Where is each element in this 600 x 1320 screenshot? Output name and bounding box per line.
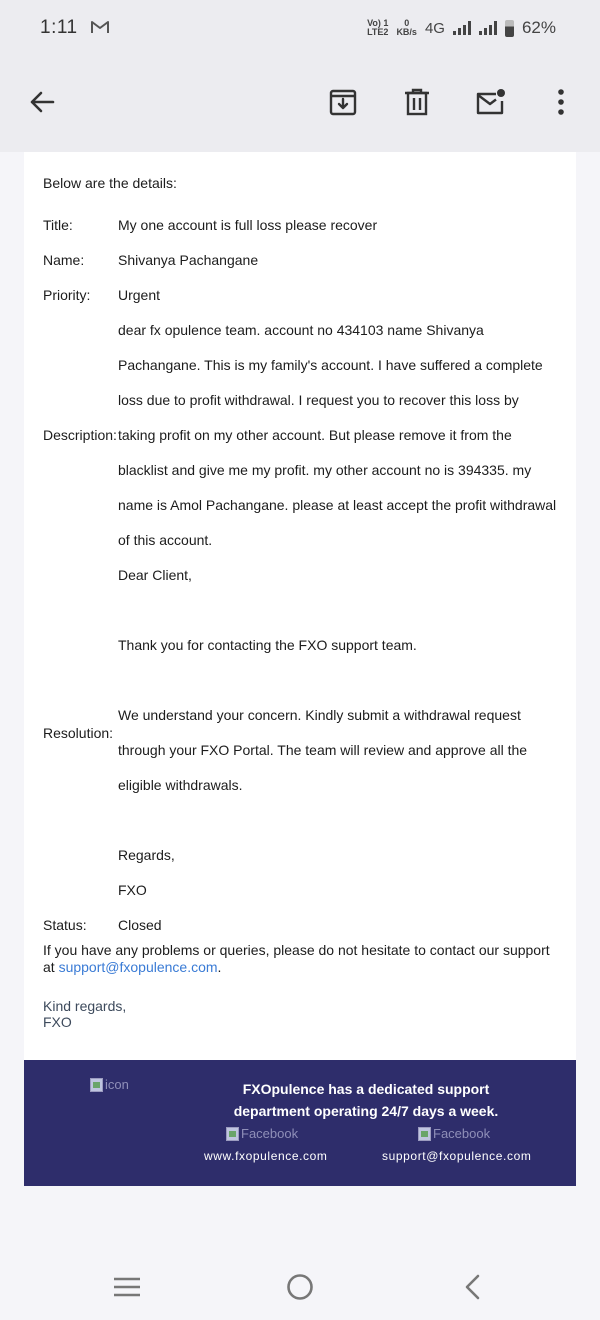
home-circle-icon[interactable] bbox=[283, 1270, 317, 1304]
broken-logo-image: icon bbox=[90, 1077, 129, 1092]
trash-icon[interactable] bbox=[401, 86, 433, 118]
priority-value: Urgent bbox=[118, 287, 161, 303]
back-arrow-icon[interactable] bbox=[26, 86, 58, 118]
gmail-notification-icon bbox=[90, 19, 110, 35]
name-label: Name: bbox=[43, 252, 85, 268]
email-body bbox=[24, 152, 576, 1060]
contact-paragraph bbox=[43, 942, 563, 976]
app-bar bbox=[0, 56, 600, 152]
battery-percent: 62% bbox=[521, 18, 556, 37]
status-bar bbox=[0, 0, 600, 56]
footer-headline: FXOpulence has a dedicated support department operating 24/7 days a week. bbox=[233, 1081, 499, 1119]
recents-menu-icon[interactable] bbox=[110, 1270, 144, 1304]
description-line: name is Amol Pachangane. please at least accept the profit withdrawal bbox=[118, 497, 557, 513]
network-speed: 0 KB/s bbox=[396, 18, 417, 37]
status-value: Closed bbox=[118, 917, 162, 933]
signal-1-icon bbox=[453, 21, 471, 35]
mark-unread-icon[interactable] bbox=[474, 86, 506, 118]
broken-image-icon bbox=[226, 1127, 239, 1141]
email-footer-banner bbox=[24, 1060, 576, 1186]
status-time: 1:11 bbox=[40, 17, 78, 38]
description-line: blacklist and give me my profit. my other account no is 394335. my bbox=[118, 462, 532, 478]
resolution-label: Resolution: bbox=[43, 725, 114, 741]
resolution-thanks: Thank you for contacting the FXO support team. bbox=[118, 637, 417, 653]
website-link[interactable]: www.fxopulence.com bbox=[204, 1149, 328, 1163]
status-label: Status: bbox=[43, 917, 87, 933]
description-line: taking profit on my other account. But please remove it from the bbox=[118, 427, 512, 443]
archive-icon[interactable] bbox=[327, 86, 359, 118]
resolution-signature: FXO bbox=[118, 882, 147, 898]
resolution-body: We understand your concern. Kindly submit a withdrawal request bbox=[118, 707, 521, 723]
volte-indicator: Vo) 1 LTE2 bbox=[367, 18, 389, 37]
broken-image-icon bbox=[90, 1078, 103, 1092]
description-label: Description: bbox=[43, 427, 117, 443]
kind-regards-signature: FXO bbox=[43, 1014, 72, 1030]
name-value: Shivanya Pachangane bbox=[118, 252, 259, 268]
resolution-body: through your FXO Portal. The team will review and approve all the bbox=[118, 742, 528, 758]
contact-text: If you have any problems or queries, please do not hesitate to contact our support at bbox=[43, 942, 550, 975]
signal-2-icon bbox=[479, 21, 497, 35]
resolution-body: eligible withdrawals. bbox=[118, 777, 243, 793]
kind-regards bbox=[43, 998, 126, 1030]
system-nav-bar bbox=[0, 1250, 600, 1320]
battery-icon bbox=[505, 20, 514, 37]
resolution-greeting: Dear Client, bbox=[118, 567, 192, 583]
description-line: Pachangane. This is my family's account. I have suffered a complete bbox=[118, 357, 543, 373]
broken-image-icon bbox=[418, 1127, 431, 1141]
title-value: My one account is full loss please recover bbox=[118, 217, 378, 233]
resolution-regards: Regards, bbox=[118, 847, 175, 863]
intro-text: Below are the details: bbox=[43, 175, 177, 191]
description-line: dear fx opulence team. account no 434103 name Shivanya bbox=[118, 322, 484, 338]
back-chevron-icon[interactable] bbox=[456, 1270, 490, 1304]
status-indicators bbox=[367, 16, 556, 40]
kind-regards-text: Kind regards, bbox=[43, 998, 127, 1014]
facebook-image-1[interactable]: Facebook bbox=[226, 1126, 298, 1141]
more-vert-icon[interactable] bbox=[545, 86, 577, 118]
priority-label: Priority: bbox=[43, 287, 91, 303]
network-type: 4G bbox=[424, 19, 445, 37]
footer-email-link[interactable]: support@fxopulence.com bbox=[382, 1149, 532, 1163]
description-line: loss due to profit withdrawal. I request you to recover this loss by bbox=[118, 392, 519, 408]
facebook-image-2[interactable]: Facebook bbox=[418, 1126, 490, 1141]
title-label: Title: bbox=[43, 217, 73, 233]
description-line: of this account. bbox=[118, 532, 213, 548]
support-email-link[interactable]: support@fxopulence.com bbox=[58, 959, 218, 975]
contact-end: . bbox=[217, 959, 222, 975]
